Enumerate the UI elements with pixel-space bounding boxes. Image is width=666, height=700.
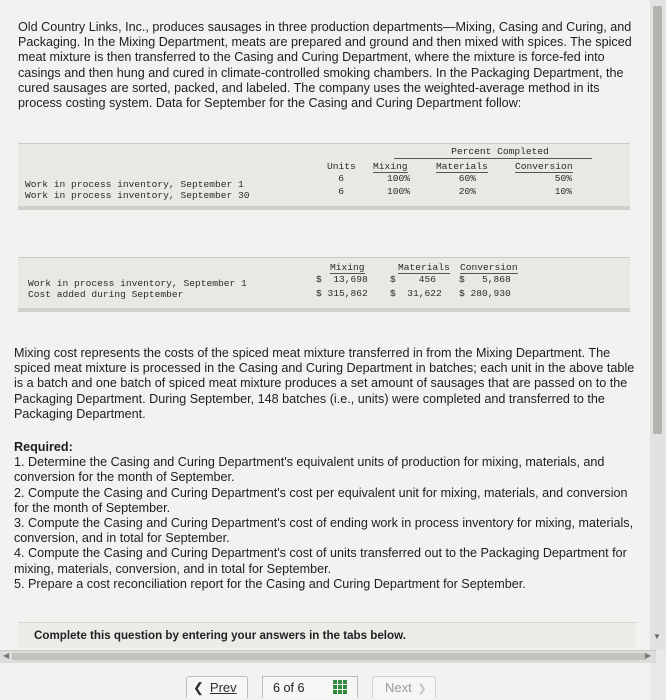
- required-section: [14, 440, 644, 592]
- horizontal-scrollbar[interactable]: [0, 650, 656, 663]
- question-navigation: [0, 663, 650, 700]
- page-total: 6: [297, 681, 305, 695]
- required-item: 2. Compute the Casing and Curing Department's cost per equivalent unit for mixing, materials, and conversion for the month of September.: [14, 485, 628, 515]
- page-of: of: [283, 681, 295, 695]
- cost-row1-conversion: $ 5,868: [459, 274, 511, 285]
- cost-row1-mixing: $ 13,698: [316, 274, 368, 285]
- page-indicator[interactable]: [262, 676, 358, 698]
- cost-row2-materials: $ 31,622: [390, 288, 442, 299]
- costs-table: [18, 257, 630, 312]
- page-current: 6: [273, 681, 281, 695]
- cost-row2-label: Cost added during September: [28, 289, 184, 300]
- scroll-down-arrow-icon[interactable]: ▼: [653, 632, 661, 641]
- row2-units: 6: [338, 186, 344, 197]
- next-button[interactable]: [372, 676, 436, 698]
- required-item: 4. Compute the Casing and Curing Department's cost of units transferred out to the Packaging Department for mixing, materials, conversion, and in total for September.: [14, 546, 627, 576]
- required-item: 5. Prepare a cost reconciliation report for the Casing and Curing Department for September.: [14, 576, 526, 591]
- row1-conversion: 50%: [554, 173, 572, 184]
- units-table: [18, 143, 630, 210]
- col-mixing-header: Mixing: [373, 161, 408, 172]
- cost-col-mixing-header: Mixing: [330, 262, 365, 273]
- grid-icon[interactable]: [333, 680, 347, 694]
- col-materials-header: Materials: [436, 161, 488, 172]
- row1-materials: 60%: [458, 173, 476, 184]
- cost-col-materials-header: Materials: [398, 262, 450, 273]
- row1-units: 6: [338, 173, 344, 184]
- vertical-scrollbar[interactable]: [650, 0, 666, 650]
- required-item: 1. Determine the Casing and Curing Department's equivalent units of production for mixing, materials, and conversion for the month of September.: [14, 455, 605, 485]
- col-units-header: Units: [327, 161, 356, 172]
- mixing-cost-paragraph: Mixing cost represents the costs of the spiced meat mixture transferred in from the Mixing Department. The spiced meat mixture is processed in the Casing and Curing Department in batches; each unit in the above table is a batch and one batch of spiced meat mixture produces a set amount of sausages that are passed on to the Packaging Department. During September, 148 batches (i.e., units) were completed and transferred to the Packaging Department.: [14, 346, 635, 421]
- cost-row2-mixing: $ 315,862: [316, 288, 368, 299]
- prev-label: Prev: [209, 680, 237, 695]
- scroll-right-arrow-icon[interactable]: ▶: [645, 651, 652, 660]
- cost-col-conversion-header: Conversion: [460, 262, 518, 273]
- cost-row2-conversion: $ 280,930: [459, 288, 511, 299]
- cost-row1-materials: $ 456: [390, 274, 437, 285]
- chevron-left-icon: ❮: [193, 680, 204, 695]
- row2-conversion: 10%: [554, 186, 572, 197]
- row2-label: Work in process inventory, September 30: [25, 190, 250, 201]
- cost-row1-label: Work in process inventory, September 1: [28, 278, 247, 289]
- row1-mixing: 100%: [386, 173, 410, 184]
- required-item: 3. Compute the Casing and Curing Department's cost of ending work in process inventory for mixing, materials, conversion, and in total for September.: [14, 516, 634, 546]
- row2-mixing: 100%: [386, 186, 410, 197]
- percent-completed-header: Percent Completed: [451, 146, 549, 157]
- row1-label: Work in process inventory, September 1: [25, 179, 244, 190]
- row2-materials: 20%: [458, 186, 476, 197]
- intro-paragraph: Old Country Links, Inc., produces sausages in three production departments—Mixing, Casing and Curing, and Packaging. In the Mixing Department, meats are prepared and ground and then mixed with spices. The spiced meat mixture is then transferred to the Casing and Curing Department, where the mixture is force-fed into casings and then hung and cured in climate-controlled smoking chambers. In the Packaging Department, the cured sausages are sorted, packed, and labeled. The company uses the weighted-average method in its process costing system. Data for September for the Casing and Curing Department follow:: [18, 20, 632, 111]
- scroll-left-arrow-icon[interactable]: ◀: [3, 651, 10, 660]
- prev-button[interactable]: [186, 676, 248, 698]
- required-title: Required:: [14, 440, 73, 454]
- vertical-scroll-thumb[interactable]: [653, 6, 662, 434]
- complete-question-banner: Complete this question by entering your answers in the tabs below.: [18, 622, 636, 648]
- chevron-right-icon: ❯: [417, 683, 427, 695]
- header-rule: [394, 158, 592, 159]
- col-conversion-header: Conversion: [515, 161, 573, 172]
- horizontal-scroll-thumb[interactable]: [12, 653, 646, 660]
- next-label: Next: [385, 680, 412, 695]
